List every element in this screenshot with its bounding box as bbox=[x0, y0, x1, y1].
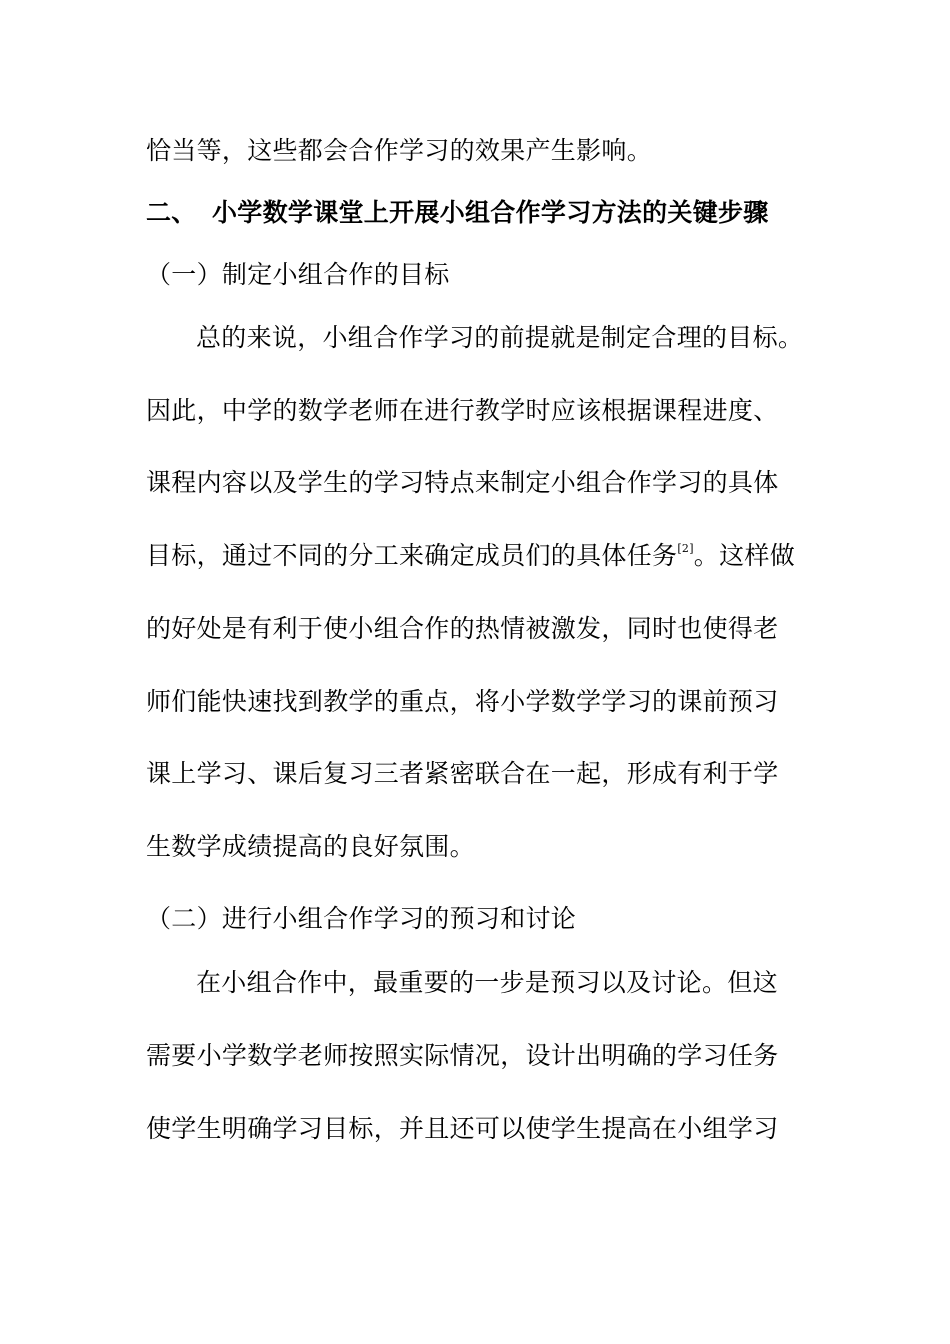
citation-mark: [2] bbox=[677, 542, 694, 555]
paragraph-line bbox=[146, 541, 795, 571]
paragraph-line: 师们能快速找到教学的重点，将小学数学学习的课前预习 bbox=[146, 687, 779, 716]
paragraph-line: 的好处是有利于使小组合作的热情被激发，同时也使得老 bbox=[146, 614, 779, 643]
paragraph-line: 需要小学数学老师按照实际情况，设计出明确的学习任务 bbox=[146, 1041, 779, 1070]
paragraph-text: 目标，通过不同的分工来确定成员们的具体任务 bbox=[146, 541, 678, 570]
paragraph-line: 使学生明确学习目标，并且还可以使学生提高在小组学习 bbox=[146, 1114, 779, 1143]
paragraph-line: 在小组合作中，最重要的一步是预习以及讨论。但这 bbox=[196, 968, 778, 997]
paragraph-line: 恰当等，这些都会合作学习的效果产生影响。 bbox=[146, 136, 653, 165]
section-number: 二、 bbox=[146, 198, 197, 227]
paragraph-line: 总的来说，小组合作学习的前提就是制定合理的目标。 bbox=[196, 323, 804, 352]
paragraph-line: 因此，中学的数学老师在进行教学时应该根据课程进度、 bbox=[146, 396, 779, 425]
paragraph-line: 课上学习、课后复习三者紧密联合在一起，形成有利于学 bbox=[146, 759, 779, 788]
paragraph-line: 生数学成绩提高的良好氛围。 bbox=[146, 832, 475, 861]
subsection-heading: （二）进行小组合作学习的预习和讨论 bbox=[146, 904, 577, 933]
paragraph-line: 课程内容以及学生的学习特点来制定小组合作学习的具体 bbox=[146, 468, 779, 497]
section-title: 小学数学课堂上开展小组合作学习方法的关键步骤 bbox=[212, 198, 769, 227]
subsection-heading: （一）制定小组合作的目标 bbox=[146, 260, 450, 289]
section-heading bbox=[146, 198, 769, 228]
paragraph-text: 。这样做 bbox=[693, 541, 795, 570]
